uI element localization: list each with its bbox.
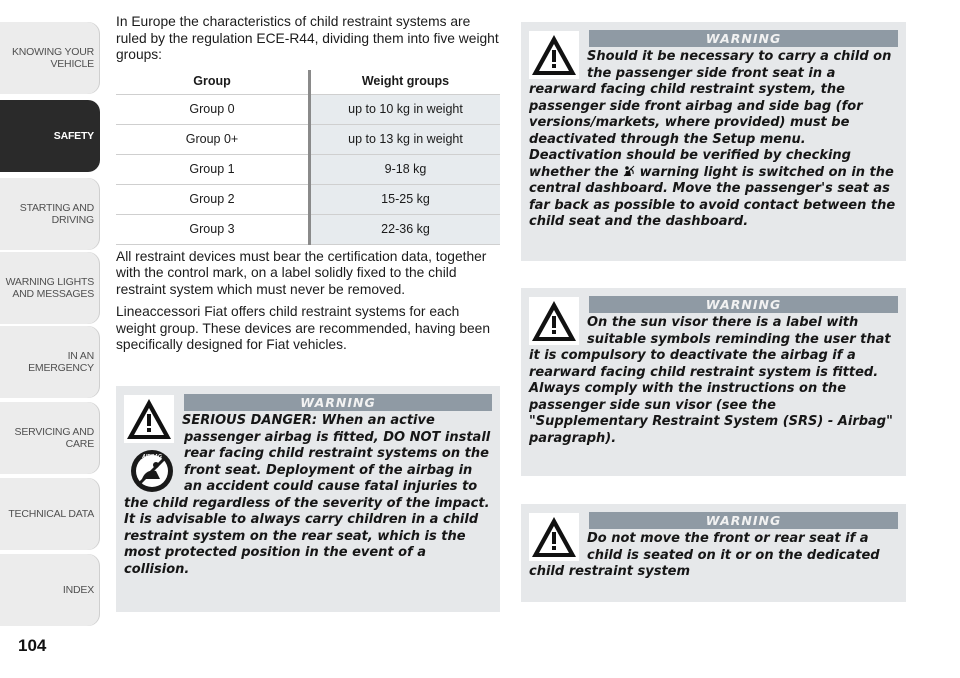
left-column [116, 14, 500, 360]
warning-text: Should it be necessary to carry a child on the passenger side front seat in a rearward facing child restraint system, the passenger side front airbag and side bag (for versions/markets, where provided) must be deactivated through the Setup menu. Deactivation should be verified by checking whether the warning light is switched on in the central dashboard. Move the passenger's seat as far back as possible to avoid contact between the child seat and the dashboard. [529, 49, 896, 229]
weight-groups-table [116, 70, 500, 245]
warning-triangle-icon [529, 31, 579, 79]
warning-box-airbag-danger [116, 386, 500, 612]
tab-index[interactable]: INDEX [0, 554, 100, 626]
header-group: Group [116, 70, 310, 95]
svg-text:AIRBAG: AIRBAG [142, 454, 162, 460]
warning-box-seat-movement [521, 504, 906, 602]
warning-triangle-icon [529, 513, 579, 561]
warning-triangle-icon [124, 395, 174, 443]
warning-box-sun-visor [521, 288, 906, 476]
group-cell: Group 0+ [116, 124, 310, 154]
warning-text: Do not move the front or rear seat if a child is seated on it or on the dedicated child restraint system [529, 531, 880, 579]
table-header-row [116, 70, 500, 95]
weight-cell: 9-18 kg [310, 154, 501, 184]
group-cell: Group 2 [116, 184, 310, 214]
certification-paragraph: All restraint devices must bear the certification data, together with the control mark, on a label solidly fixed to the child restraint system which must never be removed. [116, 248, 487, 297]
tab-warning-lights[interactable]: WARNING LIGHTS AND MESSAGES [0, 252, 100, 324]
tab-knowing-your-vehicle[interactable]: KNOWING YOUR VEHICLE [0, 22, 100, 94]
page-number: 104 [18, 636, 47, 655]
table-row [116, 184, 500, 214]
tab-starting-and-driving[interactable]: STARTING AND DRIVING [0, 178, 100, 250]
weight-cell: up to 13 kg in weight [310, 124, 501, 154]
tab-in-an-emergency[interactable]: IN AN EMERGENCY [0, 326, 100, 398]
airbag-child-seat-icon [130, 449, 174, 493]
table-row [116, 214, 500, 244]
warning-title: WARNING [184, 394, 492, 411]
group-cell: Group 3 [116, 214, 310, 244]
weight-cell: 22-36 kg [310, 214, 501, 244]
weight-cell: 15-25 kg [310, 184, 501, 214]
warning-title: WARNING [589, 30, 898, 47]
tab-technical-data[interactable]: TECHNICAL DATA [0, 478, 100, 550]
lineaccessori-paragraph: Lineaccessori Fiat offers child restraint systems for each weight group. These devices are recommended, having been specifically designed for Fiat vehicles. [116, 304, 491, 352]
group-cell: Group 1 [116, 154, 310, 184]
warning-triangle-icon [529, 297, 579, 345]
group-cell: Group 0 [116, 94, 310, 124]
header-weight-groups: Weight groups [310, 70, 501, 95]
warning-text: On the sun visor there is a label with suitable symbols reminding the user that it is compulsory to deactivate the airbag if a rearward facing child restraint system is fitted. Always comply with the instructions on the passenger side sun visor (see the "Supplementary Restraint System (SRS) - Airbag" paragraph). [529, 315, 893, 446]
weight-cell: up to 10 kg in weight [310, 94, 501, 124]
warning-box-deactivate-airbag [521, 22, 906, 261]
table-row [116, 124, 500, 154]
intro-paragraph: In Europe the characteristics of child restraint systems are ruled by the regulation ECE-R44, dividing them into five weight groups: [116, 14, 499, 62]
warning-text: SERIOUS DANGER: When an active passenger airbag is fitted, DO NOT install rear facing child restraint systems on the front seat. Deployment of the airbag in an accident could cause fatal injuries to the child regardless of the severity of the impact. It is advisable to always carry children in a child restraint system on the rear seat, which is the most protected position in the event of a collision. [124, 413, 491, 577]
table-row [116, 154, 500, 184]
chapter-sidebar [0, 0, 100, 632]
tab-safety[interactable]: SAFETY [0, 100, 100, 172]
warning-title: WARNING [589, 296, 898, 313]
tab-servicing-and-care[interactable]: SERVICING AND CARE [0, 402, 100, 474]
table-row [116, 94, 500, 124]
airbag-off-icon [623, 165, 635, 177]
warning-title: WARNING [589, 512, 898, 529]
